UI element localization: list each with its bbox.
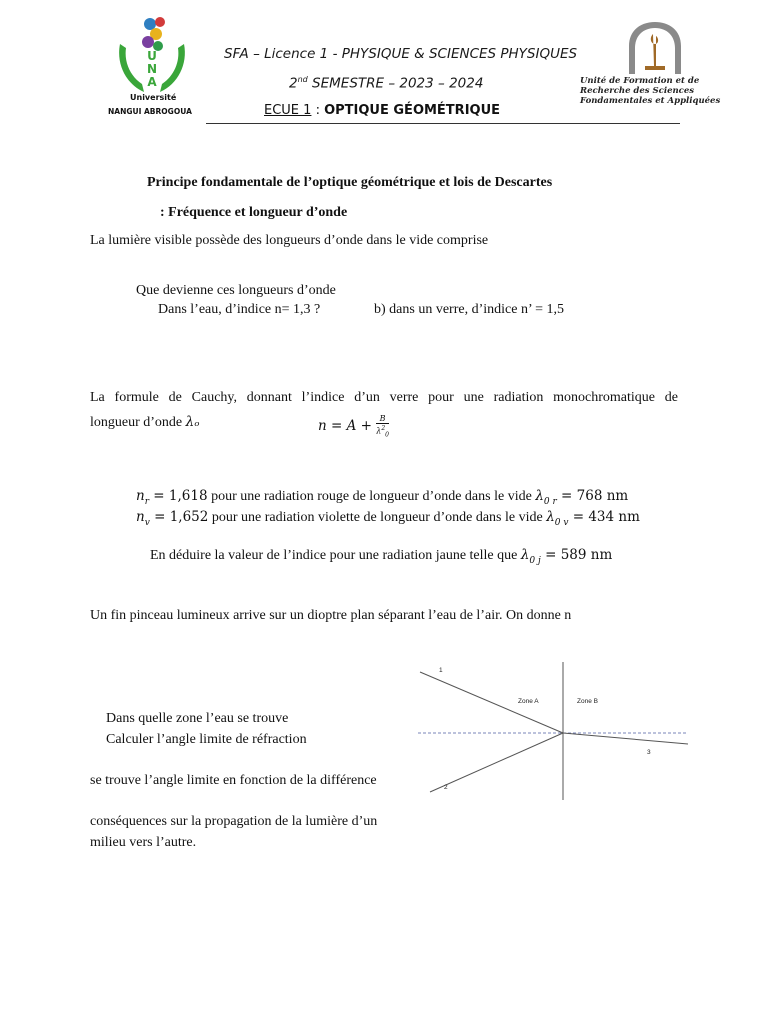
ray-3-label: 3	[647, 749, 651, 756]
nr-line: $n_r = 1,618$ pour une radiation rouge de longueur d’onde dans le vide $\lambda_{0 r} = 768$ nm	[136, 488, 629, 507]
ufr-text: Unité de Formation et de Recherche des Sciences Fondamentales et Appliquées	[580, 76, 721, 106]
angle-question: Calculer l’angle limite de réfraction	[106, 732, 307, 747]
cauchy-line1: La formule de Cauchy, donnant l’indice d’un verre pour une radiation monochromatique de	[90, 390, 678, 405]
refraction-figure	[418, 660, 690, 802]
question-intro: Que devienne ces longueurs d’onde	[136, 283, 336, 298]
logo-univ-name: NANGUI ABROGOUA	[108, 107, 192, 116]
ray-3	[563, 733, 688, 744]
zone-question: Dans quelle zone l’eau se trouve	[106, 711, 289, 726]
angle-diff-line: se trouve l’angle limite en fonction de la différence	[90, 773, 377, 788]
header-ecue: ECUE 1 : OPTIQUE GÉOMÉTRIQUE	[264, 103, 501, 118]
ray-2	[430, 733, 563, 792]
logo-letters: UNA	[146, 49, 158, 89]
header-rule	[206, 123, 680, 124]
cauchy-formula: n = A + $\frac{B}{\lambda^2_0}$	[318, 414, 389, 439]
consequences-line1: conséquences sur la propagation de la lumière d’un	[90, 814, 378, 829]
doc-subtitle: : Fréquence et longueur d’onde	[160, 205, 348, 220]
cauchy-line2: longueur d’onde λₒ	[90, 414, 200, 430]
consequences-line2: milieu vers l’autre.	[90, 835, 197, 850]
header-line2: 2nd SEMESTRE – 2023 – 2024	[289, 75, 484, 92]
header-line1: SFA – Licence 1 - PHYSIQUE & SCIENCES PHYSIQUES	[224, 46, 578, 62]
doc-title: Principe fondamentale de l’optique géométrique et lois de Descartes	[147, 175, 553, 190]
question-a: Dans l’eau, d’indice n= 1,3 ?	[158, 302, 321, 317]
ray-1	[420, 672, 563, 733]
para-visible-light: La lumière visible possède des longueurs d’onde dans le vide comprise	[90, 233, 489, 248]
ufr-logo	[625, 20, 685, 76]
zone-a-label: Zone A	[518, 698, 539, 705]
ray-2-label: 2	[444, 784, 448, 791]
ray-1-label: 1	[439, 667, 443, 674]
ufr-emblem-icon	[625, 20, 685, 76]
question-b: b) dans un verre, d’indice n’ = 1,5	[374, 302, 564, 317]
logo-univ: Université	[130, 93, 177, 102]
deduce-line: En déduire la valeur de l’indice pour une radiation jaune telle que $\lambda_{0 j} = 589$ nm	[150, 547, 613, 566]
pinceau-line: Un fin pinceau lumineux arrive sur un dioptre plan séparant l’eau de l’air. On donne n	[90, 608, 572, 623]
refraction-diagram	[418, 660, 690, 802]
zone-b-label: Zone B	[577, 698, 598, 705]
nv-line: $n_v = 1,652$ pour une radiation violette de longueur d’onde dans le vide $\lambda_{0 v} = 434$ nm	[136, 509, 640, 528]
